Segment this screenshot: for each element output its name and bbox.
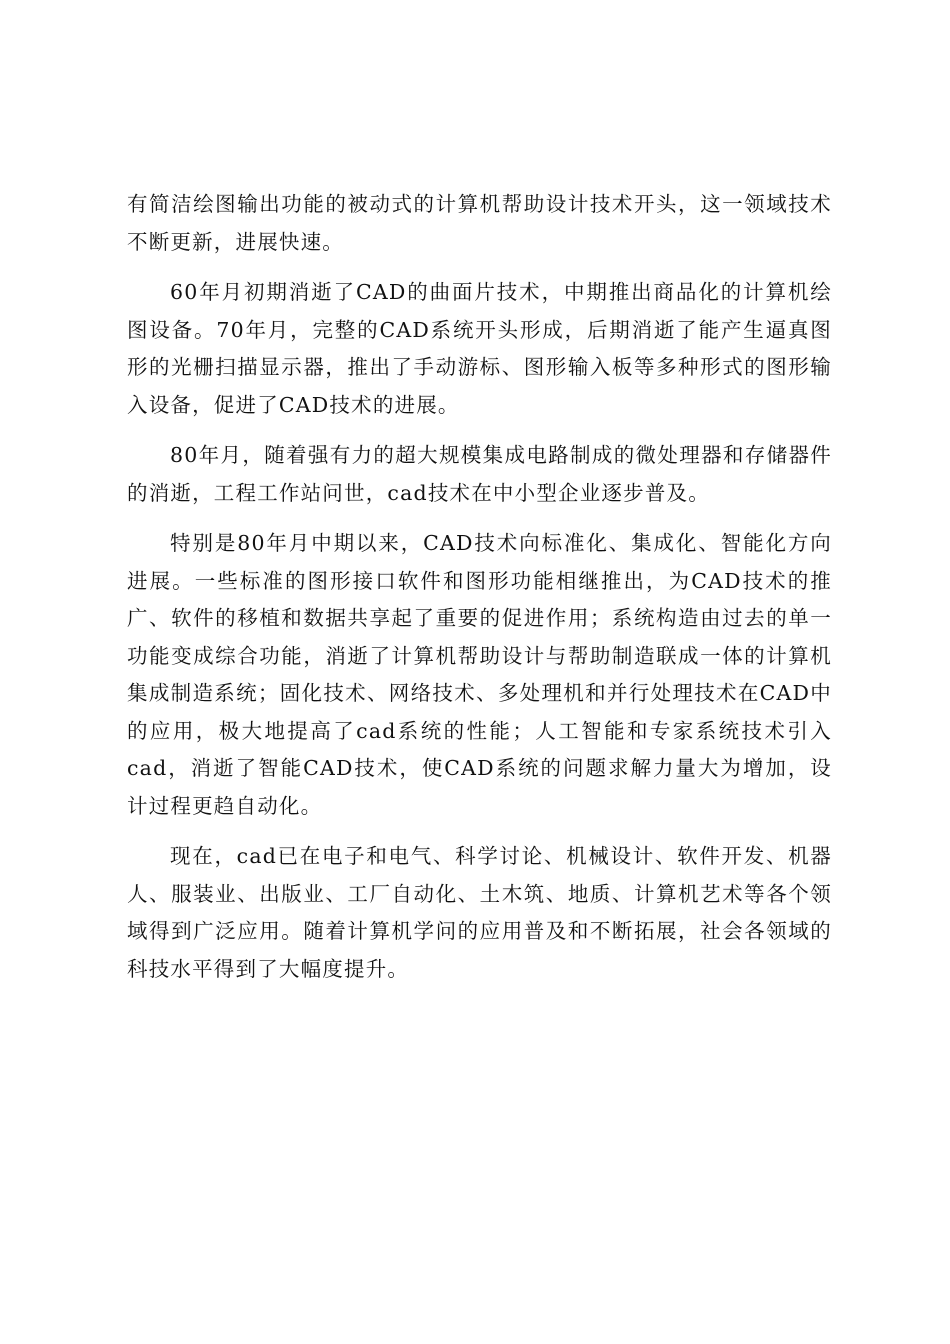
paragraph-5: 现在，cad已在电子和电气、科学讨论、机械设计、软件开发、机器人、服装业、出版业、工厂自动化、土木筑、地质、计算机艺术等各个领域得到广泛应用。随着计算机学问的应用普及和不断拓展，社会各领域的科技水平得到了大幅度提升。 xyxy=(127,844,832,981)
paragraph-4: 特别是80年月中期以来，CAD技术向标准化、集成化、智能化方向进展。一些标准的图形接口软件和图形功能相继推出，为CAD技术的推广、软件的移植和数据共享起了重要的促进作用；系统构造由过去的单一功能变成综合功能，消逝了计算机帮助设计与帮助制造联成一体的计算机集成制造系统；固化技术、网络技术、多处理机和并行处理技术在CAD中的应用，极大地提高了cad系统的性能；人工智能和专家系统技术引入cad，消逝了智能CAD技术，使CAD系统的问题求解力量大为增加，设计过程更趋自动化。 xyxy=(127,531,832,818)
paragraph-2: 60年月初期消逝了CAD的曲面片技术，中期推出商品化的计算机绘图设备。70年月，完整的CAD系统开头形成，后期消逝了能产生逼真图形的光栅扫描显示器，推出了手动游标、图形输入板等多种形式的图形输入设备，促进了CAD技术的进展。 xyxy=(127,280,832,417)
paragraph-1: 有简洁绘图输出功能的被动式的计算机帮助设计技术开头，这一领域技术不断更新，进展快速。 xyxy=(127,192,832,254)
paragraph-3: 80年月，随着强有力的超大规模集成电路制成的微处理器和存储器件的消逝，工程工作站问世，cad技术在中小型企业逐步普及。 xyxy=(127,443,832,505)
document-body xyxy=(127,186,832,1001)
